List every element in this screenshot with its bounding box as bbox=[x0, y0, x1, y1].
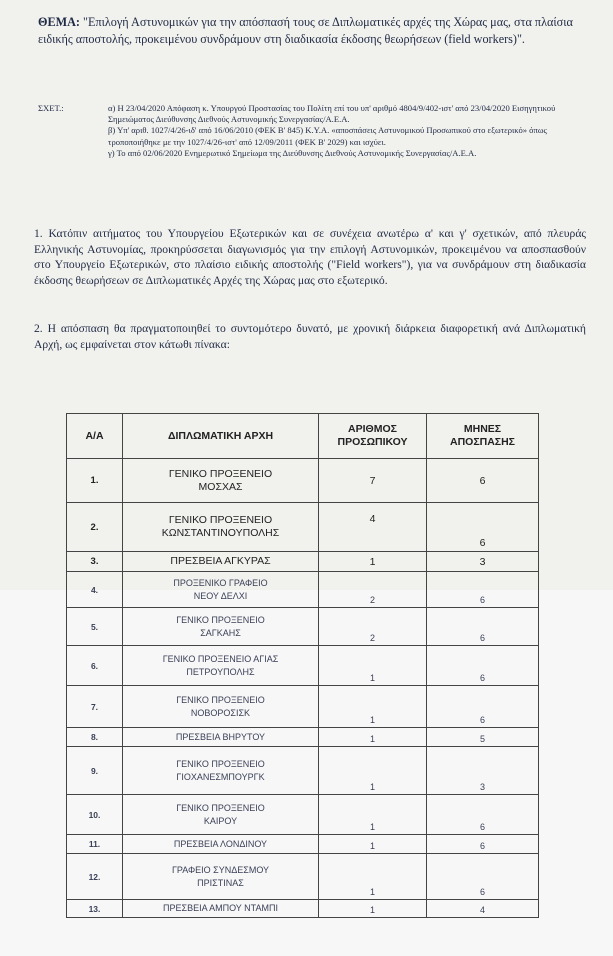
row-number: 3. bbox=[67, 552, 123, 572]
row-number: 5. bbox=[67, 608, 123, 646]
paragraph-2: 2. Η απόσπαση θα πραγματοποιηθεί το συντομότερο δυνατό, με χρονική διάρκεια διαφορετική ανά Διπλωματική Αρχή, ως εμφαίνεται στον κάτωθι πίνακα: bbox=[34, 322, 586, 351]
staff-count: 2 bbox=[319, 572, 427, 608]
table-header-row bbox=[67, 414, 539, 459]
authority-name: ΓΕΝΙΚΟ ΠΡΟΞΕΝΕΙΟ ΑΓΙΑΣ ΠΕΤΡΟΥΠΟΛΗΣ bbox=[123, 646, 319, 686]
months-count: 6 bbox=[427, 572, 539, 608]
staff-count: 7 bbox=[319, 459, 427, 503]
row-number: 7. bbox=[67, 686, 123, 728]
reference-item-a: α) Η 23/04/2020 Απόφαση κ. Υπουργού Προστασίας του Πολίτη επί του υπ' αριθμό 4804/9/402-ιστ' από 23/04/2020 Εισηγητικού Σημειώματος Διεύθυνσης Διεθνούς Αστυνομικής Συνεργασίας/Α.Ε.Α. bbox=[108, 103, 556, 125]
staff-count: 1 bbox=[319, 728, 427, 747]
staff-count: 1 bbox=[319, 854, 427, 900]
table-row bbox=[67, 900, 539, 918]
authority-name: ΠΡΕΣΒΕΙΑ ΒΗΡΥΤΟΥ bbox=[123, 728, 319, 747]
authority-name: ΓΕΝΙΚΟ ΠΡΟΞΕΝΕΙΟ ΚΑΙΡΟΥ bbox=[123, 795, 319, 835]
row-number: 12. bbox=[67, 854, 123, 900]
authority-name: ΠΡΕΣΒΕΙΑ ΑΓΚΥΡΑΣ bbox=[123, 552, 319, 572]
diplomatic-authorities-table bbox=[66, 413, 539, 918]
row-number: 13. bbox=[67, 900, 123, 918]
table-row bbox=[67, 646, 539, 686]
months-count: 6 bbox=[427, 854, 539, 900]
staff-count: 1 bbox=[319, 835, 427, 854]
months-count: 6 bbox=[427, 459, 539, 503]
authority-name: ΠΡΟΞΕΝΙΚΟ ΓΡΑΦΕΙΟ ΝΕΟΥ ΔΕΛΧΙ bbox=[123, 572, 319, 608]
staff-count: 2 bbox=[319, 608, 427, 646]
authority-name: ΓΕΝΙΚΟ ΠΡΟΞΕΝΕΙΟ ΝΟΒΟΡΟΣΙΣΚ bbox=[123, 686, 319, 728]
table-row bbox=[67, 747, 539, 795]
table-row bbox=[67, 728, 539, 747]
paragraph-1: 1. Κατόπιν αιτήματος του Υπουργείου Εξωτερικών και σε συνέχεια ανωτέρω α' και γ' σχετικών, από πλευράς Ελληνικής Αστυνομίας, προκηρύσσεται διαγωνισμός για την επιλογή Αστυνομικών, προκειμένου να αποσπασθούν στο Υπουργείο Εξωτερικών, στο πλαίσιο ειδικής αποστολής ("Field workers"), για να συνδράμουν στη διαδικασία έκδοσης θεωρήσεων σε Διπλωματικές Αρχές της Χώρας μας στο εξωτερικό. bbox=[34, 227, 586, 287]
header-staff: ΑΡΙΘΜΟΣ ΠΡΟΣΩΠΙΚΟΥ bbox=[319, 414, 427, 459]
table-row bbox=[67, 552, 539, 572]
authority-name: ΓΕΝΙΚΟ ΠΡΟΞΕΝΕΙΟ ΚΩΝΣΤΑΝΤΙΝΟΥΠΟΛΗΣ bbox=[123, 503, 319, 552]
months-count: 3 bbox=[427, 552, 539, 572]
row-number: 8. bbox=[67, 728, 123, 747]
subject-label: ΘΕΜΑ: bbox=[38, 15, 80, 29]
table-row bbox=[67, 835, 539, 854]
staff-count: 1 bbox=[319, 795, 427, 835]
row-number: 2. bbox=[67, 503, 123, 552]
authority-name: ΠΡΕΣΒΕΙΑ ΑΜΠΟΥ ΝΤΑΜΠΙ bbox=[123, 900, 319, 918]
references-label: ΣΧΕΤ.: bbox=[38, 103, 64, 113]
row-number: 6. bbox=[67, 646, 123, 686]
table-row bbox=[67, 686, 539, 728]
table-row bbox=[67, 459, 539, 503]
header-aa: Α/Α bbox=[67, 414, 123, 459]
staff-count: 1 bbox=[319, 552, 427, 572]
table-row bbox=[67, 503, 539, 552]
months-count: 6 bbox=[427, 503, 539, 552]
months-count: 6 bbox=[427, 835, 539, 854]
reference-item-c: γ) Το από 02/06/2020 Ενημερωτικό Σημείωμα της Διεύθυνσης Διεθνούς Αστυνομικής Συνεργασίας/Α.Ε.Α. bbox=[108, 147, 477, 158]
subject-block bbox=[38, 14, 586, 48]
references-list bbox=[108, 103, 598, 159]
table-row bbox=[67, 854, 539, 900]
authority-name: ΓΕΝΙΚΟ ΠΡΟΞΕΝΕΙΟ ΣΑΓΚΑΗΣ bbox=[123, 608, 319, 646]
subject-text: "Επιλογή Αστυνομικών για την απόσπασή τους σε Διπλωματικές αρχές της Χώρας μας, στα πλαίσια ειδικής αποστολής, προκειμένου συνδράμουν στη διαδικασία έκδοσης θεωρήσεων (field workers)". bbox=[38, 15, 573, 46]
table-row bbox=[67, 795, 539, 835]
table-row bbox=[67, 608, 539, 646]
staff-count: 1 bbox=[319, 900, 427, 918]
row-number: 1. bbox=[67, 459, 123, 503]
months-count: 6 bbox=[427, 646, 539, 686]
table-row bbox=[67, 572, 539, 608]
months-count: 6 bbox=[427, 608, 539, 646]
reference-item-b: β) Υπ' αριθ. 1027/4/26-ιδ' από 16/06/2010 (ΦΕΚ Β' 845) Κ.Υ.Α. «αποσπάσεις Αστυνομικού Προσωπικού στο εξωτερικό» όπως τροποποιήθηκε με την 1027/4/26-ιστ' από 12/09/2011 (ΦΕΚ Β' 2029) και ισχύει. bbox=[108, 125, 547, 147]
header-authority: ΔΙΠΛΩΜΑΤΙΚΗ ΑΡΧΗ bbox=[123, 414, 319, 459]
row-number: 11. bbox=[67, 835, 123, 854]
row-number: 10. bbox=[67, 795, 123, 835]
row-number: 4. bbox=[67, 572, 123, 608]
staff-count: 1 bbox=[319, 646, 427, 686]
staff-count: 1 bbox=[319, 747, 427, 795]
months-count: 6 bbox=[427, 686, 539, 728]
months-count: 4 bbox=[427, 900, 539, 918]
authority-name: ΓΕΝΙΚΟ ΠΡΟΞΕΝΕΙΟ ΓΙΟΧΑΝΕΣΜΠΟΥΡΓΚ bbox=[123, 747, 319, 795]
months-count: 3 bbox=[427, 747, 539, 795]
months-count: 5 bbox=[427, 728, 539, 747]
row-number: 9. bbox=[67, 747, 123, 795]
authority-name: ΓΡΑΦΕΙΟ ΣΥΝΔΕΣΜΟΥ ΠΡΙΣΤΙΝΑΣ bbox=[123, 854, 319, 900]
authority-name: ΠΡΕΣΒΕΙΑ ΛΟΝΔΙΝΟΥ bbox=[123, 835, 319, 854]
header-months: ΜΗΝΕΣ ΑΠΟΣΠΑΣΗΣ bbox=[427, 414, 539, 459]
staff-count: 4 bbox=[319, 503, 427, 552]
staff-count: 1 bbox=[319, 686, 427, 728]
months-count: 6 bbox=[427, 795, 539, 835]
authority-name: ΓΕΝΙΚΟ ΠΡΟΞΕΝΕΙΟ ΜΟΣΧΑΣ bbox=[123, 459, 319, 503]
